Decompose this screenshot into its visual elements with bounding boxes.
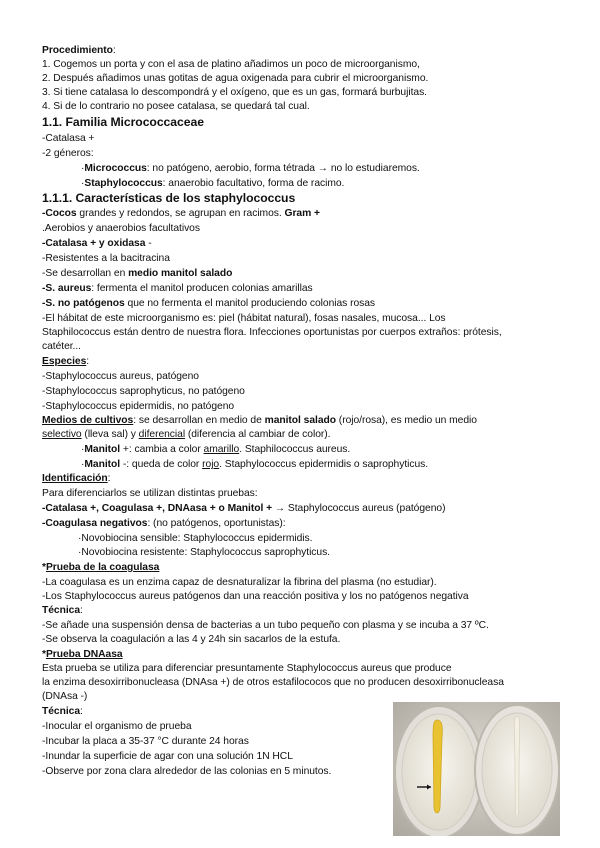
caracteristica-cocos — [42, 207, 320, 220]
medios-title: Medios de cultivos — [42, 415, 134, 426]
cocos-text: grandes y redondos, se agrupan en racimos. — [76, 208, 285, 219]
micrococcus-desc: : no patógeno, aerobio, forma tétrada → no lo estudiaremos. — [146, 163, 420, 174]
caracteristica-aerobios: .Aerobios y anaerobios facultativos — [42, 223, 200, 234]
identificacion-coagulasa-neg — [42, 517, 286, 530]
coagulasa-star: * — [42, 562, 46, 573]
dnasa-step: -Inundar la superficie de agar con una solución 1N HCL — [42, 751, 293, 762]
especies-title-line — [42, 355, 89, 368]
habitat-line: -El hábitat de este microorganismo es: piel (hábitat natural), fosas nasales, mucosa... Los — [42, 313, 446, 324]
habitat-line: Staphilococcus están dentro de nuestra flora. Infecciones oportunistas por cuerpos extraños: prótesis, — [42, 327, 502, 338]
identificacion-intro: Para diferenciarlos se utilizan distintas pruebas: — [42, 488, 258, 499]
manitol-pos-label: Manitol — [84, 444, 121, 455]
medios-text: (lleva sal) y — [81, 429, 139, 440]
caracteristica-manitol — [42, 267, 232, 280]
genero-micrococcus: ·Micrococcus: no patógeno, aerobio, forma tétrada → no lo estudiaremos. — [81, 163, 420, 174]
coagulasa-text: -Los Staphylococcus aureus patógenos dan una reacción positiva y los no patógenos negativa — [42, 591, 469, 602]
aureus-text: : fermenta el manitol producen colonias amarillas — [91, 283, 313, 294]
coag-neg-text: : (no patógenos, oportunistas): — [147, 518, 286, 529]
dnasa-text: Esta prueba se utiliza para diferenciar presuntamente Staphylococcus aureus que produce — [42, 663, 452, 674]
white-colony-streak — [514, 716, 519, 817]
dnasa-text: la enzima desoxirribonucleasa (DNAsa +) de otros estafilococos que no producen desoxirribonucleasa — [42, 677, 504, 688]
manitol-pos-text: +: cambia a color — [120, 444, 204, 455]
especie-item: -Staphylococcus saprophyticus, no patógeno — [42, 386, 245, 397]
procedimiento-step: 1. Cogemos un porta y con el asa de platino añadimos un poco de microorganismo, — [42, 59, 420, 70]
identificacion-pruebas — [42, 502, 445, 515]
caracteristica-catalasa-oxidasa — [42, 237, 152, 250]
coagulasa-text: -La coagulasa es un enzima capaz de desnaturalizar la fibrina del plasma (no estudiar). — [42, 577, 437, 588]
especies-colon: : — [86, 356, 90, 367]
dnasa-title-line — [42, 648, 123, 661]
habitat-line: catéter... — [42, 341, 81, 352]
manitol-text: -Se desarrollan en — [42, 268, 129, 279]
dnasa-text: (DNAsa -) — [42, 691, 88, 702]
medios-line — [42, 428, 330, 441]
manitol-negativo: ·Manitol -: queda de color rojo. Staphylococcus epidermidis o saprophyticus. — [81, 459, 429, 470]
familia-heading: 1.1. Familia Micrococcaceae — [42, 115, 204, 129]
identificacion-title: Identificación — [42, 473, 108, 484]
procedimiento-step: 3. Si tiene catalasa lo descompondrá y el oxígeno, que es un gas, formará burbujitas. — [42, 87, 427, 98]
medios-text: (diferencia al cambiar de color). — [185, 429, 331, 440]
cocos-label: -Cocos — [42, 208, 77, 219]
no-patogenos-text: que no fermenta el manitol produciendo colonias rosas — [124, 298, 376, 309]
caracteristica-aureus — [42, 282, 313, 295]
novobiocina-resistente: ·Novobiocina resistente: Staphylococcus saprophyticus. — [78, 547, 330, 558]
procedimiento-title: Procedimiento — [42, 45, 113, 56]
petri-dish-negative — [475, 705, 559, 835]
dnasa-tecnica-line — [42, 705, 83, 718]
caracteristica-bacitracina: -Resistentes a la bacitracina — [42, 253, 170, 264]
petri-dish-positive — [395, 706, 483, 836]
coagulasa-step: -Se añade una suspensión densa de bacterias a un tubo pequeño con plasma y se incuba a 37 ºC. — [42, 620, 489, 631]
identificacion-colon: : — [107, 473, 111, 484]
identificacion-title-line — [42, 472, 110, 485]
caracteristica-no-patogenos — [42, 297, 375, 310]
caracteristicas-heading: 1.1.1. Características de los staphylococcus — [42, 191, 296, 205]
coagulasa-title: Prueba de la coagulasa — [45, 562, 160, 573]
no-patogenos-label: -S. no patógenos — [42, 298, 125, 309]
especie-item: -Staphylococcus aureus, patógeno — [42, 371, 199, 382]
medios-line — [42, 414, 477, 427]
diferencial-term: diferencial — [138, 429, 186, 440]
medios-text: (rojo/rosa), es medio un medio — [336, 415, 477, 426]
coagulasa-step: -Se observa la coagulación a las 4 y 24h sin sacarlos de la estufa. — [42, 634, 341, 645]
dnasa-plates-photo — [393, 702, 560, 836]
coag-neg-label: -Coagulasa negativos — [42, 518, 148, 529]
dnasa-step: -Observe por zona clara alrededor de las colonias en 5 minutos. — [42, 766, 332, 777]
staphylococcus-desc: : anaerobio facultativo, forma de racimo. — [162, 178, 345, 189]
coagulasa-tecnica-title: Técnica — [42, 605, 80, 616]
familia-catalasa: -Catalasa + — [42, 133, 95, 144]
especies-title: Especies — [42, 356, 87, 367]
procedimiento-step: 2. Después añadimos unas gotitas de agua oxigenada para cubrir el microorganismo. — [42, 73, 429, 84]
micrococcus-name: Micrococcus — [84, 163, 147, 174]
gram-label: Gram + — [284, 208, 320, 219]
familia-generos: -2 géneros: — [42, 148, 94, 159]
dnasa-step: -Inocular el organismo de prueba — [42, 721, 192, 732]
especie-item: -Staphylococcus epidermidis, no patógeno — [42, 401, 235, 412]
manitol-label: medio manitol salado — [128, 268, 233, 279]
dnasa-tecnica-title: Técnica — [42, 706, 80, 717]
dnasa-star: * — [42, 649, 46, 660]
coagulasa-tecnica-colon: : — [80, 605, 83, 616]
staphylococcus-name: Staphylococcus — [84, 178, 163, 189]
manitol-neg-text: -: queda de color — [120, 459, 203, 470]
aureus-label: -S. aureus — [42, 283, 92, 294]
dnasa-step: -Incubar la placa a 35-37 °C durante 24 horas — [42, 736, 249, 747]
selectivo-term: selectivo — [42, 429, 82, 440]
genero-staphylococcus: ·Staphylococcus: anaerobio facultativo, forma de racimo. — [81, 178, 345, 189]
pruebas-label: -Catalasa +, Coagulasa +, DNAasa + o Manitol + — [42, 503, 273, 514]
dnasa-tecnica-colon: : — [80, 706, 83, 717]
procedimiento-title-line: Procedimiento: — [42, 45, 116, 56]
coagulasa-title-line — [42, 561, 159, 574]
manitol-positivo: ·Manitol +: cambia a color amarillo. Staphilococcus aureus. — [81, 444, 351, 455]
catalasa-oxidasa-label: -Catalasa + y oxidasa — [42, 238, 146, 249]
medios-text: : se desarrollan en medio de — [133, 415, 265, 426]
medios-manitol-label: manitol salado — [264, 415, 336, 426]
amarillo-term: amarillo — [203, 444, 240, 455]
manitol-neg-text: . Staphylococcus epidermidis o saprophyticus. — [219, 459, 429, 470]
manitol-neg-label: Manitol — [84, 459, 121, 470]
novobiocina-sensible: ·Novobiocina sensible: Staphylococcus epidermidis. — [78, 533, 313, 544]
pruebas-text: → Staphylococcus aureus (patógeno) — [272, 503, 446, 514]
dnasa-title: Prueba DNAasa — [45, 649, 123, 660]
manitol-pos-text: . Staphilococcus aureus. — [239, 444, 351, 455]
rojo-term: rojo — [202, 459, 220, 470]
procedimiento-step: 4. Si de lo contrario no posee catalasa, se quedará tal cual. — [42, 101, 310, 112]
catalasa-oxidasa-text: - — [145, 238, 152, 249]
coagulasa-tecnica-line — [42, 604, 83, 617]
